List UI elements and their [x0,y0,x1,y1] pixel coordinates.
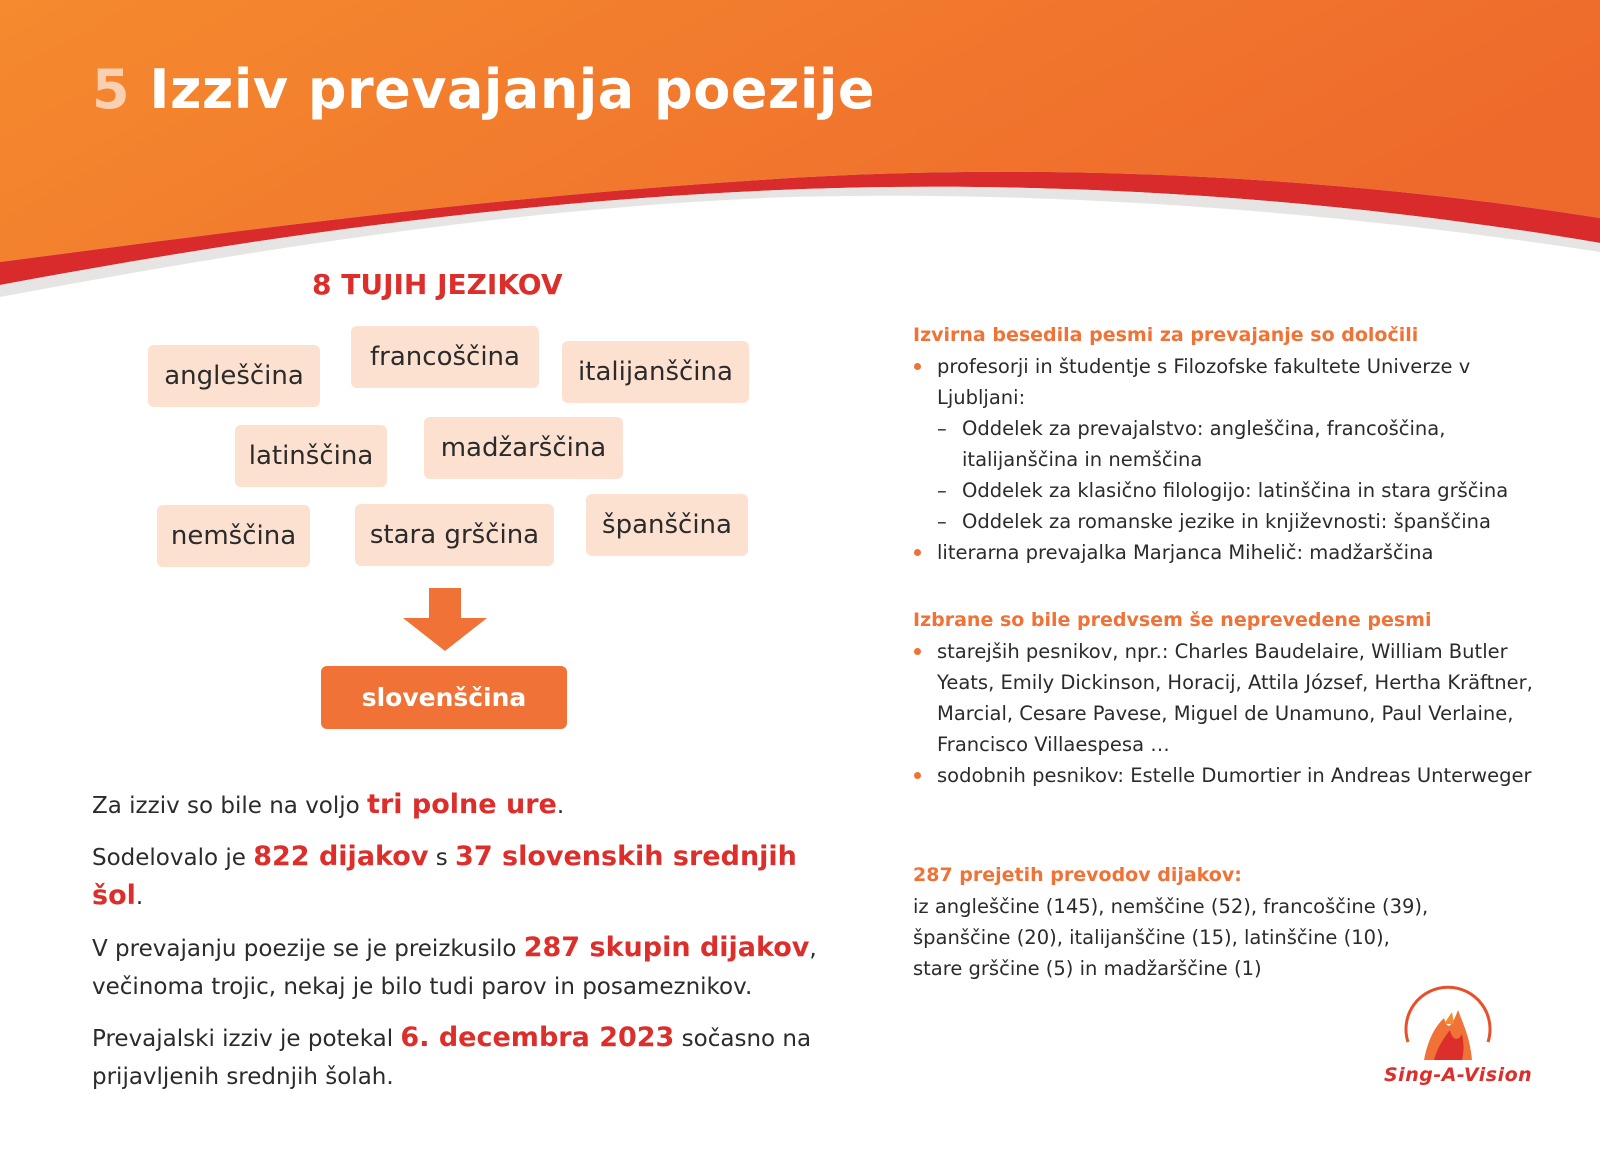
target-language-label: slovenščina [361,683,527,712]
poems-section [913,605,1533,791]
language-chip-hungarian [424,417,623,479]
sub-list-item [937,475,1533,506]
sub-list-item [937,506,1533,537]
language-chip-german [157,505,310,567]
bullet-icon [914,549,921,556]
sources-section [913,320,1533,568]
language-label: španščina [602,510,732,540]
fact-groups [92,929,832,1006]
header-banner [0,0,1600,310]
language-label: stara grščina [369,520,540,550]
fact-highlight: 6. decembra 2023 [400,1022,675,1053]
sub-item-text: Oddelek za prevajalstvo: angleščina, francoščina, italijanščina in nemščina [962,417,1446,471]
target-language-box [321,666,567,729]
poems-list [913,636,1533,791]
translations-line: španščine (20), italijanščine (15), latinščine (10), [913,926,1390,949]
language-chip-ancient-greek [355,504,554,566]
fact-text: sočasno na prijavljenih srednjih šolah. [92,1026,812,1090]
list-item [913,351,1533,537]
arrow-down-icon [401,588,489,652]
fact-text: Za izziv so bile na voljo [92,793,368,819]
list-item-text: sodobnih pesnikov: Estelle Dumortier in Andreas Unterweger [937,764,1532,787]
language-label: latinščina [248,441,374,471]
language-chip-english [148,345,320,407]
fact-text: s [428,845,456,871]
language-label: madžarščina [440,433,607,463]
language-label: angleščina [164,361,304,391]
dash-icon: – [937,417,947,440]
bullet-icon [914,772,921,779]
fact-text: V prevajanju poezije se je preizkusilo [92,936,524,962]
dash-icon: – [937,510,947,533]
list-item [913,537,1533,568]
list-item-text: starejših pesnikov, npr.: Charles Baudelaire, William Butler Yeats, Emily Dickinson, Horacij, Attila József, Hertha Kräftner, Marcial, Cesare Pavese, Miguel de Unamuno, Paul Verlaine, Francisco Villaespesa … [937,640,1533,756]
translations-line: iz angleščine (145), nemščine (52), francoščine (39), [913,895,1429,918]
fact-text: . [135,884,144,910]
language-label: nemščina [170,521,297,551]
fact-text: , večinoma trojic, nekaj je bilo tudi parov in posameznikov. [92,936,817,1000]
dash-icon: – [937,479,947,502]
title-text: Izziv prevajanja poezije [149,58,875,121]
sub-item-text: Oddelek za romanske jezike in književnosti: španščina [962,510,1491,533]
language-label: francoščina [370,342,520,372]
sources-heading: Izvirna besedila pesmi za prevajanje so določili [913,324,1419,346]
fact-highlight: 287 skupin dijakov [523,932,810,963]
sources-list [913,351,1533,568]
list-item [913,760,1533,791]
logo-wordmark: Sing-A-Vision [1384,1064,1533,1086]
sub-item-text: Oddelek za klasično filologijo: latinščina in stara grščina [962,479,1509,502]
languages-heading: 8 TUJIH JEZIKOV [312,268,563,301]
bullet-icon [914,363,921,370]
fact-highlight: tri polne ure [367,789,557,820]
list-item-text: profesorji in študentje s Filozofske fakultete Univerze v Ljubljani: [937,355,1471,409]
facts-block [92,786,832,1109]
bullet-icon [914,648,921,655]
fact-text: Prevajalski izziv je potekal [92,1026,401,1052]
fact-highlight: 37 slovenskih srednjih šol [92,841,797,911]
fact-text: Sodelovalo je [92,845,254,871]
section-number: 5 [92,58,131,121]
language-chip-italian [562,341,749,403]
sub-list-item [937,413,1533,475]
language-chip-french [351,326,539,388]
departments-list [937,413,1533,537]
fact-participants [92,838,832,916]
language-label: italijanščina [578,357,733,387]
language-chip-latin [235,425,387,487]
list-item [913,636,1533,760]
language-chip-spanish [586,494,748,556]
translations-section [913,860,1533,984]
page-title [92,58,875,121]
fact-date [92,1019,832,1096]
fact-duration [92,786,832,825]
translations-line: stare grščine (5) in madžarščine (1) [913,957,1262,980]
translations-heading: 287 prejetih prevodov dijakov: [913,864,1242,886]
poems-heading: Izbrane so bile predvsem še neprevedene pesmi [913,609,1432,631]
list-item-text: literarna prevajalka Marjanca Mihelič: madžarščina [937,541,1434,564]
fact-highlight: 822 dijakov [253,841,429,872]
fact-text: . [556,793,565,819]
